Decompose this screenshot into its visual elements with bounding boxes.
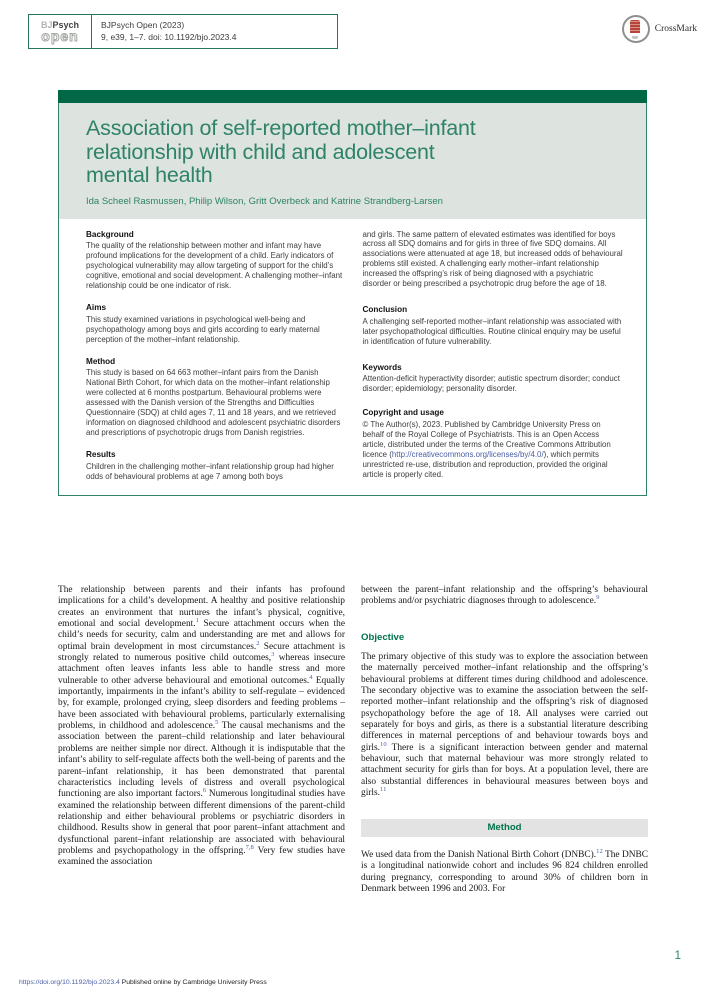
abstract-aims-text: This study examined variations in psychological well-being and psychopathology among boys and girls according to early maternal perception of the mother–infant relationship. bbox=[86, 314, 320, 344]
article-title-line2: relationship with child and adolescent bbox=[86, 139, 435, 164]
reference-link[interactable]: 7,8 bbox=[245, 843, 254, 851]
abstract-heading-keywords: Keywords bbox=[362, 362, 402, 372]
reference-link[interactable]: 1 bbox=[195, 616, 199, 624]
article-title bbox=[86, 117, 626, 188]
abstract-heading-copyright: Copyright and usage bbox=[362, 408, 444, 418]
abstract-results-continued: and girls. The same pattern of elevated estimates was identified for boys across all SDQ domains and for girls in three of five SDQ domains. All associations were attenuated at age 18, but increased odds of behavioural problems still existed. A challenging early mother–infant relationship increased the offspring’s risk of being diagnosed with a psychiatric disorder or being prescribed a psychotropic drug before the age of 18. bbox=[362, 229, 623, 289]
body-right-column bbox=[361, 585, 648, 895]
method-paragraph: We used data from the Danish National Birth Cohort (DNBC).$^{12}$ The DNBC is a longitudinal nationwide cohort and includes 96 824 children enrolled during pregnancy, corresponding to around 30% of children born in Denmark between 1996 and 2003. For bbox=[361, 847, 648, 894]
citation-doi: 9, e39, 1–7. doi: 10.1192/bjo.2023.4 bbox=[101, 31, 237, 42]
abstract-heading-conclusion: Conclusion bbox=[362, 304, 408, 314]
reference-link[interactable]: 4 bbox=[309, 673, 313, 681]
crossmark-badge[interactable] bbox=[622, 15, 697, 43]
abstract-left-column bbox=[86, 220, 348, 482]
footer-doi-link[interactable]: https://doi.org/10.1192/bjo.2023.4 bbox=[19, 979, 120, 986]
footer-publisher-note: Published online by Cambridge University Press bbox=[119, 979, 267, 986]
crossmark-icon bbox=[622, 15, 650, 43]
article-feature-box bbox=[58, 90, 647, 496]
citation-journal: BJPsych Open (2023) bbox=[101, 20, 185, 30]
intro-paragraph-right: between the parent–infant relationship and the offspring’s behavioural problems and/or psychiatric diagnoses through to adolescence.$^9$ bbox=[361, 585, 648, 607]
body-left-column bbox=[58, 585, 345, 895]
abstract-results-text: Children in the challenging mother–infant relationship group had higher odds of behavioural problems at age 7 among both boys bbox=[86, 461, 334, 481]
crossmark-label: CrossMark bbox=[654, 24, 697, 34]
reference-link[interactable]: 2 bbox=[256, 639, 260, 647]
abstract-heading-results: Results bbox=[86, 449, 116, 459]
masthead bbox=[59, 103, 646, 219]
article-authors: Ida Scheel Rasmussen, Philip Wilson, Gritt Overbeck and Katrine Strandberg-Larsen bbox=[86, 195, 443, 207]
reference-link[interactable]: 9 bbox=[596, 594, 600, 602]
reference-link[interactable]: 6 bbox=[202, 787, 207, 795]
abstract-method-text: This study is based on 64 663 mother–infant pairs from the Danish National Birth Cohort, for which data on the mother–infant relationship were collected at 6 months postpartum. Behavioural problems were assessed with the Danish version of the Strengths and Difficulties Questionnaire (SDQ) at child ages 7, 11 and 18 years, and we retrieved information on diagnosed childhood and adolescent psychiatric disorders and prescriptions of psychotropic drugs from Danish registries. bbox=[86, 368, 341, 437]
method-section-heading: Method bbox=[361, 819, 648, 837]
logo-psych: Psych bbox=[52, 20, 80, 30]
intro-paragraph-left: The relationship between parents and their infants has profound implications for a child’s development. A healthy and positive relationship creates an environment that nurtures the infant’s physical, cognitive, emotional and social development.$^1$ Secure attachment occurs when the child’s needs for security, calm and understanding are met and allows for optimal brain development in most circumstances.$^2$ Secure attachment is strongly related to numerous positive child outcomes,$^3$ whereas insecure attachment often leaves infants less able to handle stress and more vulnerable to other adverse behavioural and emotional outcomes.$^4$ Equally importantly, impairments in the infant’s ability to self-regulate – evidenced by, for example, prolonged crying, sleep disorders and feeding problems – have been associated with behavioural problems, particularly externalising problems, in childhood and adolescence.$^5$ The causal mechanisms and the association between the parent–child relationship and later behavioural problems are neither simple nor direct. Although it is indisputable that the infant’s ability to self-regulate affects both the well-being of parents and the parent–infant relationship, it has been demonstrated that parental characteristics including levels of distress and overall psychological functioning are also important factors.$^6$ Numerous longitudinal studies have examined the relationship between different dimensions of the parent-child relationship and either behavioural problems or psychiatric disorders in childhood. Results show in general that poor parent–infant attachment and dysfunctional parent–infant relationship are associated with behavioural problems and psychopathology in the offspring.$^{7,8}$ Very few studies have examined the association bbox=[58, 585, 346, 868]
reference-link[interactable]: 10 bbox=[380, 740, 387, 748]
reference-link[interactable]: 12 bbox=[596, 847, 603, 855]
journal-logo-box bbox=[28, 14, 338, 49]
abstract-background-text: The quality of the relationship between mother and infant may have profound implications for the development of a child. Early indicators of psychological vulnerability may allow targeting of support for the child’s cognitive, emotional and social development. A challenging mother–infant relationship could be one indicator of risk. bbox=[86, 241, 343, 291]
footer bbox=[19, 979, 267, 986]
article-title-line1: Association of self-reported mother–infant bbox=[86, 116, 476, 140]
article-body bbox=[58, 585, 648, 895]
abstract-heading-background: Background bbox=[86, 229, 134, 239]
crossmark-book-glyph bbox=[630, 20, 640, 33]
crossmark-base-glyph bbox=[632, 36, 638, 39]
abstract-copyright-text: © The Author(s), 2023. Published by Cambridge University Press on behalf of the Royal College of Psychiatrists. This is an Open Access article, distributed under the terms of the Creative Commons Attribution licence (http://creativecommons.org/licenses/by/4.0/), which permits unrestricted re-use, distribution and reproduction, provided the original article is properly cited. bbox=[362, 420, 611, 479]
citation-block bbox=[92, 15, 237, 48]
article-title-line3: mental health bbox=[86, 163, 213, 187]
objective-paragraph: The primary objective of this study was to explore the association between the maternally perceived mother–infant relationship and the offspring’s behavioural problems at different times during childhood and adolescence. The secondary objective was to examine the association between the self-reported mother–infant relationship and the offspring’s risk of diagnosed psychopathology before the age of 18. All analyses were carried out separately for boys and girls, as there is a substantial literature describing differences in maternal perceptions of and behaviour towards boys and girls.$^{10}$ There is a significant interaction between gender and maternal behaviour, such that maternal behaviour was more strongly related to attachment security for girls than for boys. At a population level, there are also substantial differences in behavioural measures between boys and girls.$^{11}$ bbox=[361, 652, 648, 799]
license-link[interactable]: http://creativecommons.org/licenses/by/4.0/ bbox=[391, 449, 544, 459]
green-banner-bar bbox=[58, 90, 647, 103]
abstract-conclusion-text: A challenging self-reported mother–infant relationship was associated with later psychopathological difficulties. Routine clinical enquiry may be useful in identification of future vulnerability. bbox=[362, 316, 622, 346]
logo-bj: BJ bbox=[40, 20, 53, 30]
logo-open-text: open bbox=[41, 28, 79, 44]
abstract-right-column bbox=[363, 220, 625, 482]
reference-link[interactable]: 3 bbox=[271, 650, 275, 658]
reference-link[interactable]: 11 bbox=[380, 786, 387, 794]
page-number: 1 bbox=[674, 950, 681, 962]
abstract-heading-aims: Aims bbox=[86, 302, 107, 312]
reference-link[interactable]: 5 bbox=[215, 719, 219, 726]
bjpsych-open-logo bbox=[29, 15, 91, 48]
abstract-heading-method: Method bbox=[86, 356, 116, 366]
abstract bbox=[59, 219, 646, 495]
objective-heading: Objective bbox=[361, 631, 405, 643]
abstract-keywords-text: Attention-deficit hyperactivity disorder; autistic spectrum disorder; conduct disorder; epidemiology; personality disorder. bbox=[362, 374, 620, 394]
